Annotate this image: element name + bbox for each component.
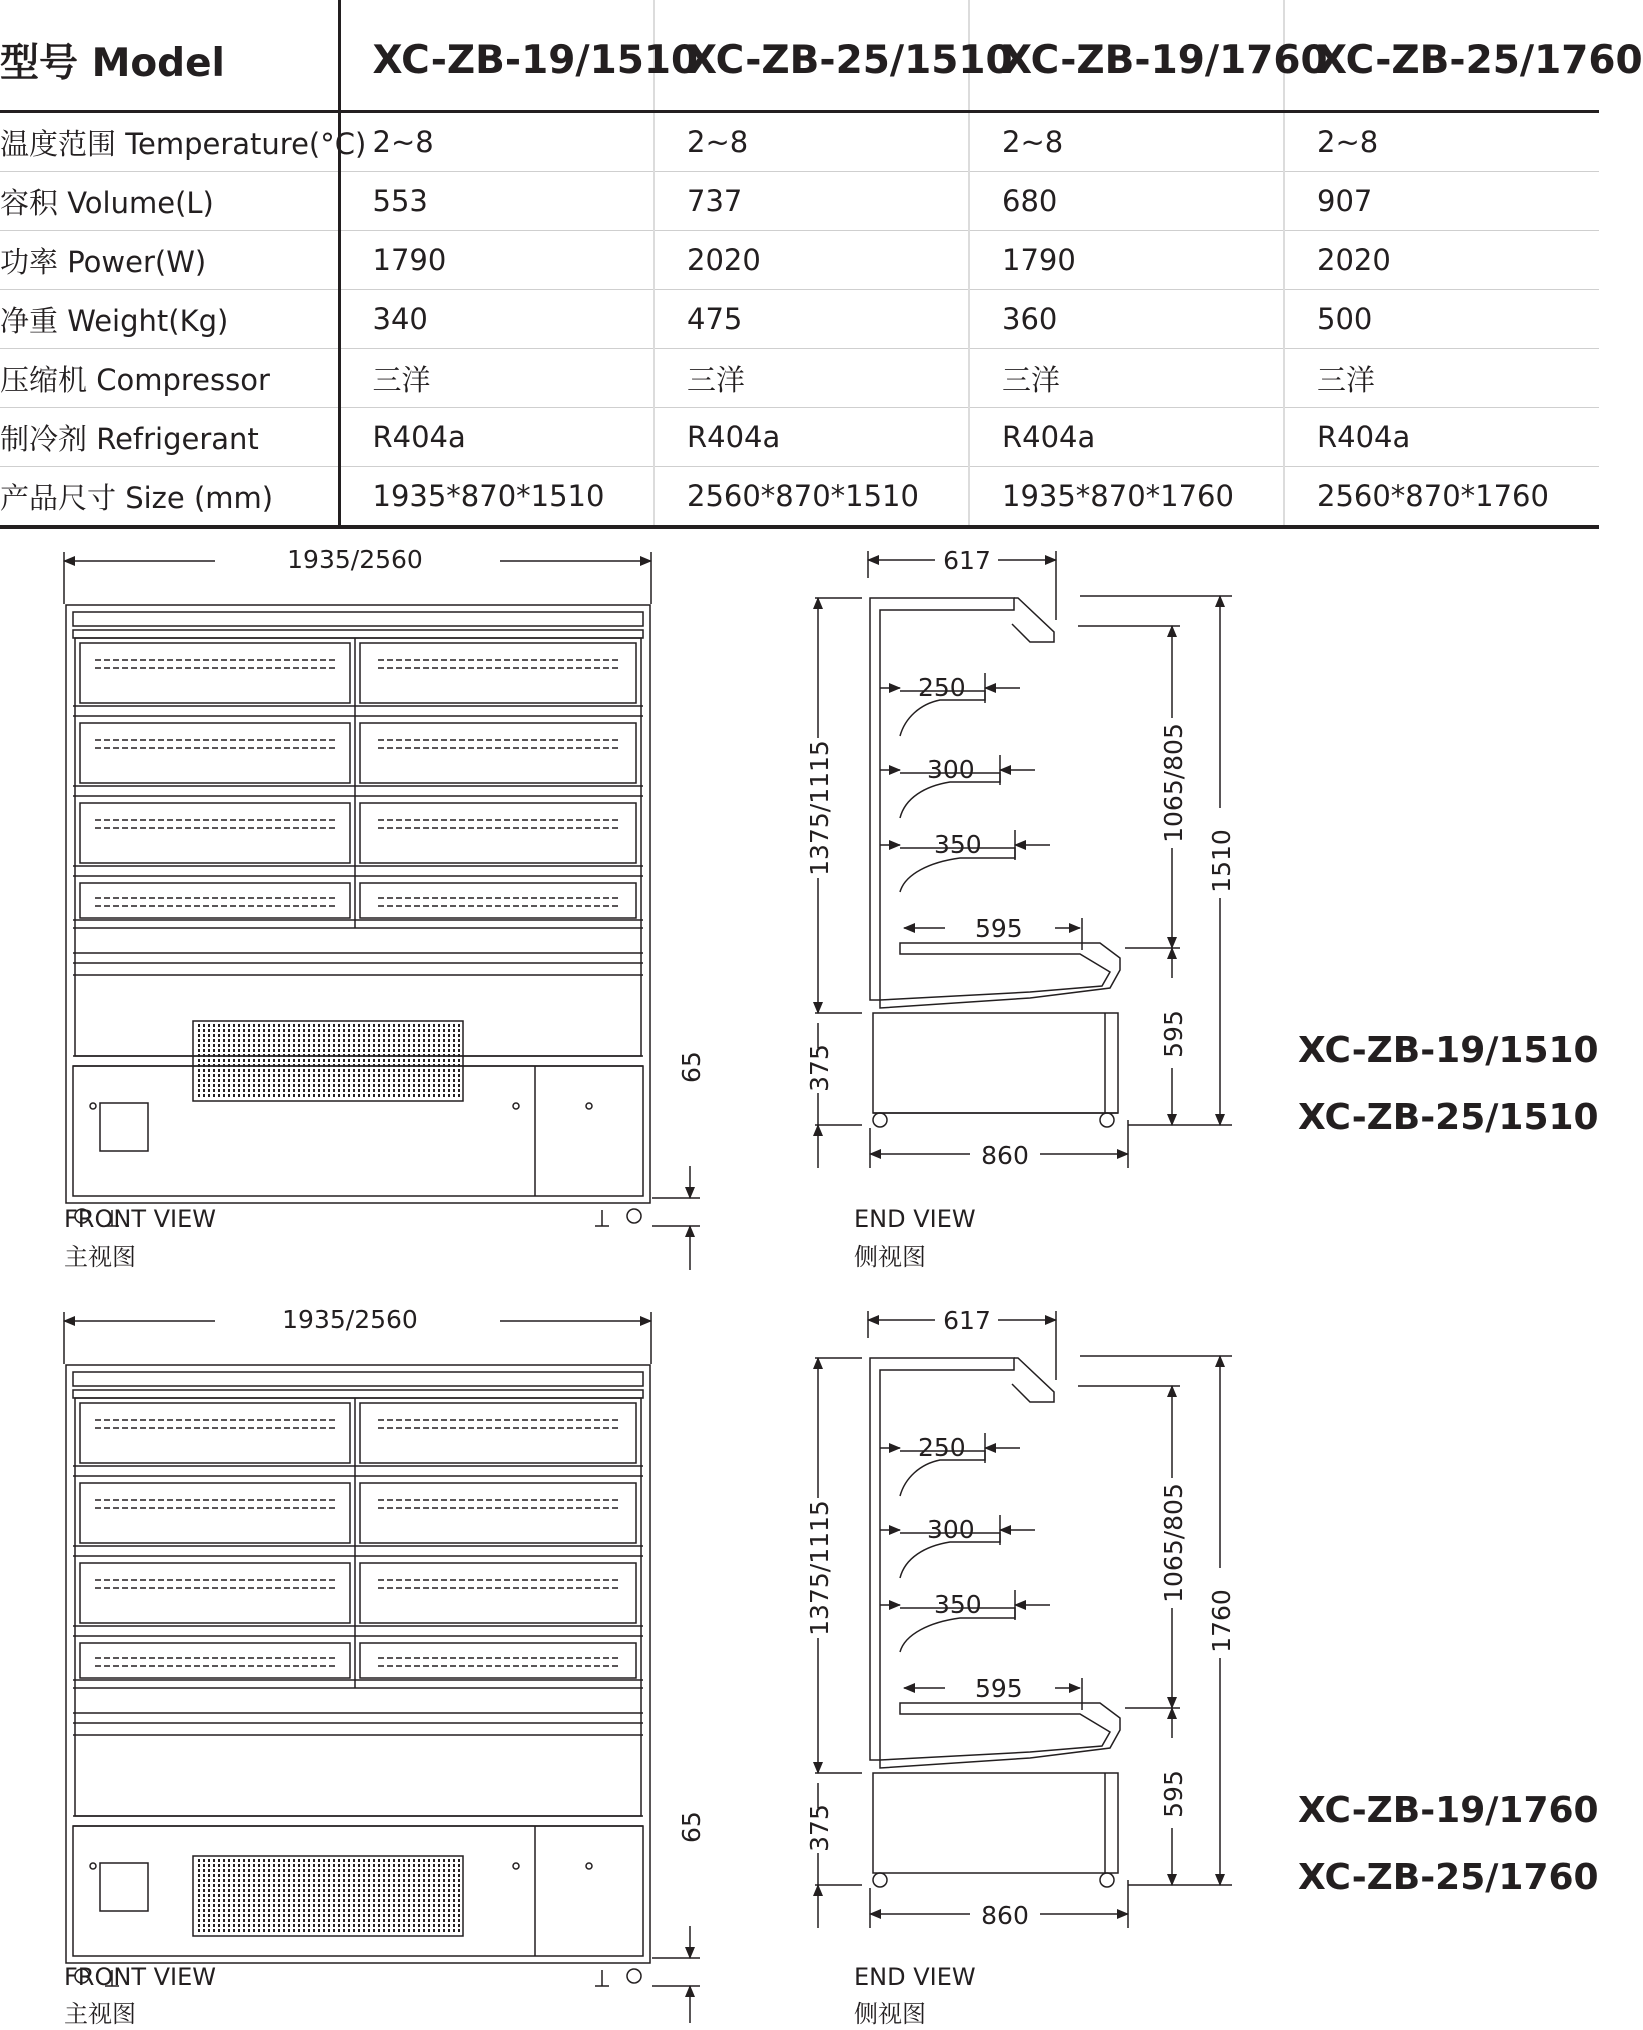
total-height-dim: 1760 [1207,1589,1236,1653]
model-header: XC-ZB-25/1510 [654,0,969,112]
spec-table [0,0,1643,529]
spec-cell: R404a [654,408,969,467]
lower-height-dim: 595 [1159,1770,1188,1818]
spec-row-volume [0,172,1599,231]
spec-cell: 三洋 [969,349,1284,408]
model-label: XC-ZB-25/1510 [1298,1097,1599,1138]
spec-cell: 500 [1284,290,1599,349]
spec-row-power [0,231,1599,290]
drawing-block [0,1268,1599,2030]
row-label: 压缩机 Compressor [0,349,339,408]
spec-cell: 2~8 [969,112,1284,172]
vent-slots [199,1859,459,1933]
spec-cell: 三洋 [1284,349,1599,408]
shelf-depth-1: 250 [918,1433,966,1462]
end-view-caption: END VIEW [854,1205,976,1233]
foot-height-dim: 65 [677,1811,706,1843]
front-shelves [73,638,643,928]
end-view-caption-zh: 侧视图 [854,1243,926,1271]
model-header-label: 型号 Model [0,41,225,86]
technical-drawing [0,508,1599,1270]
foot-height-dim: 65 [677,1051,706,1083]
shelf-depth-3: 350 [934,1590,982,1619]
spec-cell: 1935*870*1760 [969,467,1284,528]
spec-row-weight [0,290,1599,349]
row-label: 温度范围 Temperature(°C) [0,112,339,172]
end-view [805,1306,1236,1930]
row-label: 产品尺寸 Size (mm) [0,467,339,528]
end-top-depth-dim: 617 [943,1306,991,1335]
shelf-depth-3: 350 [934,830,982,859]
model-header: XC-ZB-25/1760 [1284,0,1599,112]
controller-panel [100,1103,148,1151]
end-view-caption-zh: 侧视图 [854,2000,926,2028]
row-label: 制冷剂 Refrigerant [0,408,339,467]
spec-cell: 1935*870*1510 [339,467,654,528]
technical-drawing [0,1268,1599,2023]
front-view [64,1305,706,2023]
deck-depth-dim: 595 [975,1674,1023,1703]
spec-row-refrigerant [0,408,1599,467]
row-label: 功率 Power(W) [0,231,339,290]
model-label: XC-ZB-25/1760 [1298,1857,1599,1898]
spec-cell: 680 [969,172,1284,231]
model-header: XC-ZB-19/1760 [969,0,1284,112]
spec-cell: 553 [339,172,654,231]
end-view-caption: END VIEW [854,1963,976,1991]
front-width-dim: 1935/2560 [282,1305,418,1334]
shelf-depth-2: 300 [927,755,975,784]
spec-cell: 2020 [1284,231,1599,290]
front-view-caption: FRONT VIEW [64,1963,217,1991]
spec-cell: 2~8 [654,112,969,172]
row-label: 净重 Weight(Kg) [0,290,339,349]
drawing-block [0,508,1599,1270]
front-view-caption-zh: 主视图 [64,1243,136,1271]
deck-depth-dim: 595 [975,914,1023,943]
spec-cell: 737 [654,172,969,231]
spec-cell: 360 [969,290,1284,349]
spec-header-row [0,0,1599,112]
vent-slots [199,1024,459,1098]
shelf-depth-2: 300 [927,1515,975,1544]
spec-cell: 475 [654,290,969,349]
upper-height-dim: 1375/1115 [805,740,834,876]
spec-cell: 2560*870*1510 [654,467,969,528]
end-top-depth-dim: 617 [943,546,991,575]
front-shelves [73,1398,643,1688]
spec-cell: 三洋 [339,349,654,408]
lower-height-dim: 595 [1159,1010,1188,1058]
base-height-dim: 375 [805,1804,834,1852]
spec-cell: 1790 [339,231,654,290]
end-view [805,546,1236,1170]
end-bottom-depth-dim: 860 [981,1901,1029,1930]
front-view-caption-zh: 主视图 [64,2000,136,2028]
row-label: 容积 Volume(L) [0,172,339,231]
controller-panel [100,1863,148,1911]
spec-cell: 2~8 [339,112,654,172]
total-height-dim: 1510 [1207,829,1236,893]
spec-cell: R404a [1284,408,1599,467]
display-height-dim: 1065/805 [1159,1483,1188,1603]
front-width-dim: 1935/2560 [287,545,423,574]
end-bottom-depth-dim: 860 [981,1141,1029,1170]
spec-row-temperature [0,112,1599,172]
spec-cell: 907 [1284,172,1599,231]
spec-cell: R404a [339,408,654,467]
spec-row-compressor [0,349,1599,408]
model-label: XC-ZB-19/1760 [1298,1790,1599,1831]
model-header: XC-ZB-19/1510 [339,0,654,112]
front-view [64,545,706,1270]
base-height-dim: 375 [805,1044,834,1092]
upper-height-dim: 1375/1115 [805,1500,834,1636]
shelf-depth-1: 250 [918,673,966,702]
spec-cell: R404a [969,408,1284,467]
spec-cell: 2~8 [1284,112,1599,172]
spec-cell: 三洋 [654,349,969,408]
model-label: XC-ZB-19/1510 [1298,1030,1599,1071]
spec-cell: 340 [339,290,654,349]
spec-cell: 2020 [654,231,969,290]
front-view-caption: FRONT VIEW [64,1205,217,1233]
spec-cell: 2560*870*1760 [1284,467,1599,528]
spec-cell: 1790 [969,231,1284,290]
display-height-dim: 1065/805 [1159,723,1188,843]
